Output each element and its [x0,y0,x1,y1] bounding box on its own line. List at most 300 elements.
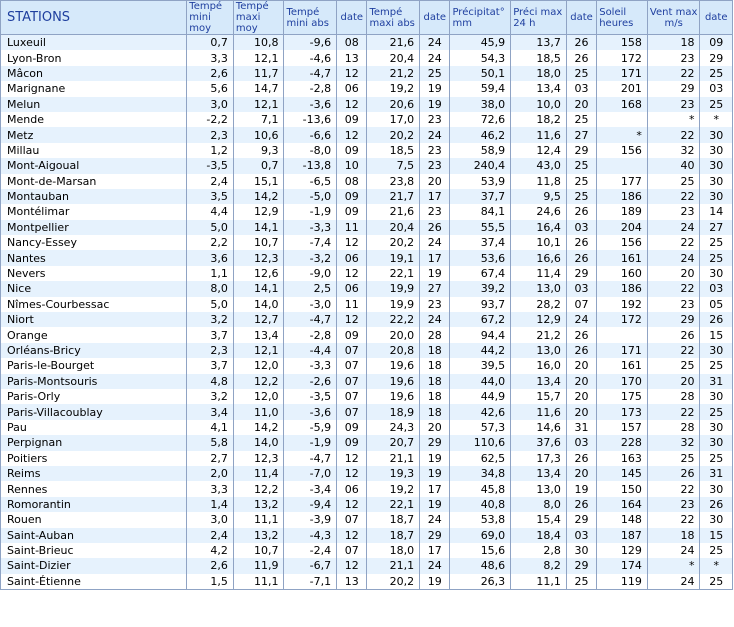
header-row [1,1,733,35]
station-name-cell: Lyon-Bron [1,50,187,65]
precip-max-cell: 11,4 [511,266,567,281]
date-wind-cell: 25 [700,574,733,590]
date-tmax-cell: 29 [420,435,450,450]
station-name-cell: Millau [1,143,187,158]
tmax-abs-cell: 21,2 [367,66,420,81]
date-tmin-cell: 06 [337,481,367,496]
date-wind-cell: 30 [700,389,733,404]
tmin-abs-cell: -7,1 [284,574,337,590]
station-name-cell: Rouen [1,512,187,527]
date-tmax-cell: 17 [420,189,450,204]
header-precip: Précipitat° mm [450,1,511,35]
tmin-abs-cell: -6,7 [284,558,337,573]
date-precip-cell: 27 [566,127,596,142]
precip-cell: 40,8 [450,497,511,512]
date-precip-cell: 20 [566,97,596,112]
wind-max-cell: 23 [647,297,700,312]
station-name-cell: Mont-Aigoual [1,158,187,173]
precip-cell: 62,5 [450,451,511,466]
tmax-abs-cell: 22,1 [367,266,420,281]
table-row [1,312,733,327]
tmin-moy-cell: 3,4 [187,404,234,419]
precip-max-cell: 11,8 [511,174,567,189]
date-precip-cell: 29 [566,512,596,527]
wind-max-cell: 25 [647,174,700,189]
sun-hours-cell [597,158,648,173]
date-tmin-cell: 12 [337,127,367,142]
date-tmin-cell: 07 [337,543,367,558]
sun-hours-cell: 192 [597,297,648,312]
precip-max-cell: 24,6 [511,204,567,219]
precip-cell: 45,9 [450,35,511,51]
tmin-moy-cell: 5,0 [187,297,234,312]
wind-max-cell: 22 [647,343,700,358]
tmax-abs-cell: 19,2 [367,81,420,96]
tmin-abs-cell: -1,9 [284,204,337,219]
tmin-moy-cell: 3,6 [187,250,234,265]
wind-max-cell: 20 [647,374,700,389]
date-precip-cell: 26 [566,235,596,250]
header-date-2: date [420,1,450,35]
precip-max-cell: 16,0 [511,358,567,373]
tmax-abs-cell: 20,2 [367,574,420,590]
tmax-moy-cell: 14,0 [233,297,284,312]
date-tmax-cell: 24 [420,312,450,327]
precip-max-cell: 11,6 [511,127,567,142]
sun-hours-cell: 129 [597,543,648,558]
precip-cell: 46,2 [450,127,511,142]
table-row [1,50,733,65]
station-name-cell: Luxeuil [1,35,187,51]
table-row [1,66,733,81]
tmax-moy-cell: 12,1 [233,50,284,65]
precip-max-cell: 43,0 [511,158,567,173]
sun-hours-cell: 172 [597,50,648,65]
tmax-abs-cell: 18,5 [367,143,420,158]
tmin-abs-cell: -2,8 [284,327,337,342]
date-tmax-cell: 19 [420,451,450,466]
table-row [1,235,733,250]
date-tmax-cell: 18 [420,343,450,358]
header-tmin-abs: Tempé mini abs [284,1,337,35]
wind-max-cell: 18 [647,528,700,543]
tmin-abs-cell: 2,5 [284,281,337,296]
tmin-moy-cell: 2,6 [187,558,234,573]
sun-hours-cell: 145 [597,466,648,481]
date-precip-cell: 26 [566,451,596,466]
date-wind-cell: 30 [700,435,733,450]
date-tmin-cell: 12 [337,235,367,250]
tmax-moy-cell: 13,2 [233,497,284,512]
station-name-cell: Saint-Brieuc [1,543,187,558]
wind-max-cell: 32 [647,143,700,158]
table-row [1,389,733,404]
table-row [1,81,733,96]
date-tmin-cell: 11 [337,220,367,235]
tmax-abs-cell: 20,4 [367,220,420,235]
sun-hours-cell: 171 [597,66,648,81]
tmax-abs-cell: 19,6 [367,358,420,373]
date-tmin-cell: 06 [337,250,367,265]
precip-max-cell: 13,0 [511,481,567,496]
wind-max-cell: 26 [647,327,700,342]
tmax-abs-cell: 19,3 [367,466,420,481]
date-precip-cell: 26 [566,35,596,51]
tmin-abs-cell: -13,6 [284,112,337,127]
tmax-moy-cell: 11,1 [233,512,284,527]
sun-hours-cell: 150 [597,481,648,496]
table-row [1,250,733,265]
station-name-cell: Rennes [1,481,187,496]
date-tmin-cell: 09 [337,112,367,127]
tmax-moy-cell: 14,7 [233,81,284,96]
station-name-cell: Paris-Montsouris [1,374,187,389]
date-tmax-cell: 19 [420,497,450,512]
date-tmax-cell: 17 [420,543,450,558]
date-tmin-cell: 07 [337,358,367,373]
date-precip-cell: 03 [566,528,596,543]
tmin-moy-cell: 5,8 [187,435,234,450]
tmin-moy-cell: 3,5 [187,189,234,204]
station-name-cell: Poitiers [1,451,187,466]
date-tmin-cell: 12 [337,312,367,327]
wind-max-cell: 22 [647,481,700,496]
wind-max-cell: 20 [647,266,700,281]
wind-max-cell: 29 [647,81,700,96]
precip-cell: 59,4 [450,81,511,96]
header-date-4: date [700,1,733,35]
date-tmax-cell: 19 [420,81,450,96]
tmax-abs-cell: 7,5 [367,158,420,173]
date-wind-cell: 29 [700,50,733,65]
date-wind-cell: 30 [700,189,733,204]
sun-hours-cell: 175 [597,389,648,404]
date-precip-cell: 07 [566,297,596,312]
tmax-moy-cell: 14,1 [233,281,284,296]
date-wind-cell: 25 [700,97,733,112]
date-tmin-cell: 12 [337,497,367,512]
station-name-cell: Montauban [1,189,187,204]
date-tmin-cell: 13 [337,50,367,65]
date-tmin-cell: 09 [337,143,367,158]
precip-max-cell: 16,4 [511,220,567,235]
precip-cell: 53,9 [450,174,511,189]
precip-cell: 38,0 [450,97,511,112]
table-row [1,343,733,358]
date-tmax-cell: 19 [420,466,450,481]
wind-max-cell: 29 [647,312,700,327]
date-wind-cell: 25 [700,451,733,466]
tmax-abs-cell: 19,6 [367,389,420,404]
precip-cell: 57,3 [450,420,511,435]
date-tmax-cell: 18 [420,374,450,389]
tmin-abs-cell: -4,4 [284,343,337,358]
date-tmax-cell: 24 [420,50,450,65]
tmin-abs-cell: -6,6 [284,127,337,142]
date-tmin-cell: 09 [337,204,367,219]
tmax-moy-cell: 12,7 [233,312,284,327]
tmax-abs-cell: 20,2 [367,235,420,250]
tmax-abs-cell: 20,4 [367,50,420,65]
tmin-moy-cell: 4,2 [187,543,234,558]
wind-max-cell: 24 [647,250,700,265]
tmax-moy-cell: 10,8 [233,35,284,51]
station-name-cell: Paris-Orly [1,389,187,404]
wind-max-cell: 22 [647,235,700,250]
date-tmax-cell: 23 [420,158,450,173]
tmin-abs-cell: -4,7 [284,66,337,81]
station-name-cell: Nîmes-Courbessac [1,297,187,312]
tmin-abs-cell: -2,8 [284,81,337,96]
sun-hours-cell: 228 [597,435,648,450]
precip-cell: 39,2 [450,281,511,296]
tmin-abs-cell: -4,3 [284,528,337,543]
wind-max-cell: 18 [647,35,700,51]
wind-max-cell: 24 [647,543,700,558]
date-tmin-cell: 12 [337,97,367,112]
date-precip-cell: 20 [566,404,596,419]
date-tmin-cell: 11 [337,297,367,312]
date-wind-cell: 30 [700,174,733,189]
date-precip-cell: 29 [566,558,596,573]
tmax-abs-cell: 19,1 [367,250,420,265]
wind-max-cell: 32 [647,435,700,450]
tmin-abs-cell: -5,9 [284,420,337,435]
precip-max-cell: 16,6 [511,250,567,265]
header-date-3: date [566,1,596,35]
tmax-abs-cell: 19,9 [367,297,420,312]
tmin-abs-cell: -3,4 [284,481,337,496]
tmin-abs-cell: -2,4 [284,543,337,558]
date-tmax-cell: 18 [420,404,450,419]
tmax-abs-cell: 20,2 [367,127,420,142]
precip-max-cell: 14,6 [511,420,567,435]
tmax-moy-cell: 11,1 [233,574,284,590]
precip-cell: 45,8 [450,481,511,496]
date-tmin-cell: 09 [337,420,367,435]
precip-max-cell: 12,4 [511,143,567,158]
wind-max-cell: 25 [647,451,700,466]
precip-max-cell: 18,2 [511,112,567,127]
station-name-cell: Paris-le-Bourget [1,358,187,373]
precip-cell: 67,2 [450,312,511,327]
date-tmin-cell: 07 [337,374,367,389]
tmax-moy-cell: 12,6 [233,266,284,281]
precip-max-cell: 11,6 [511,404,567,419]
date-wind-cell: 03 [700,81,733,96]
date-wind-cell: 25 [700,66,733,81]
tmax-moy-cell: 9,3 [233,143,284,158]
precip-max-cell: 28,2 [511,297,567,312]
tmax-abs-cell: 20,7 [367,435,420,450]
table-row [1,574,733,590]
tmin-abs-cell: -9,6 [284,35,337,51]
tmax-abs-cell: 21,1 [367,558,420,573]
date-tmax-cell: 18 [420,389,450,404]
precip-max-cell: 13,4 [511,81,567,96]
precip-cell: 42,6 [450,404,511,419]
tmax-moy-cell: 15,1 [233,174,284,189]
tmax-abs-cell: 19,6 [367,374,420,389]
tmin-abs-cell: -3,2 [284,250,337,265]
table-row [1,35,733,51]
tmax-moy-cell: 12,0 [233,358,284,373]
precip-max-cell: 37,6 [511,435,567,450]
tmin-moy-cell: 1,4 [187,497,234,512]
tmin-moy-cell: 3,7 [187,358,234,373]
precip-cell: 67,4 [450,266,511,281]
precip-max-cell: 13,0 [511,343,567,358]
table-row [1,97,733,112]
date-tmax-cell: 24 [420,512,450,527]
wind-max-cell: 23 [647,204,700,219]
date-wind-cell: 30 [700,143,733,158]
date-wind-cell: * [700,112,733,127]
sun-hours-cell: 174 [597,558,648,573]
date-tmax-cell: 19 [420,574,450,590]
tmin-moy-cell: 1,1 [187,266,234,281]
date-precip-cell: 26 [566,327,596,342]
date-wind-cell: 15 [700,327,733,342]
precip-max-cell: 17,3 [511,451,567,466]
wind-max-cell: * [647,112,700,127]
date-wind-cell: 30 [700,512,733,527]
date-tmax-cell: 23 [420,297,450,312]
date-wind-cell: 09 [700,35,733,51]
tmin-moy-cell: 2,7 [187,451,234,466]
wind-max-cell: 40 [647,158,700,173]
table-row [1,558,733,573]
sun-hours-cell: 187 [597,528,648,543]
date-tmax-cell: 20 [420,420,450,435]
precip-cell: 44,2 [450,343,511,358]
date-precip-cell: 19 [566,481,596,496]
precip-max-cell: 11,1 [511,574,567,590]
date-tmin-cell: 07 [337,512,367,527]
tmin-abs-cell: -3,0 [284,297,337,312]
station-name-cell: Perpignan [1,435,187,450]
tmin-moy-cell: 2,6 [187,66,234,81]
date-wind-cell: 25 [700,404,733,419]
tmin-moy-cell: -2,2 [187,112,234,127]
date-precip-cell: 26 [566,497,596,512]
tmin-abs-cell: -3,9 [284,512,337,527]
station-name-cell: Niort [1,312,187,327]
date-tmin-cell: 12 [337,451,367,466]
precip-cell: 15,6 [450,543,511,558]
precip-cell: 48,6 [450,558,511,573]
tmax-moy-cell: 12,1 [233,97,284,112]
precip-max-cell: 2,8 [511,543,567,558]
date-tmin-cell: 08 [337,35,367,51]
table-row [1,327,733,342]
wind-max-cell: 22 [647,66,700,81]
tmin-moy-cell: 1,2 [187,143,234,158]
tmin-abs-cell: -3,5 [284,389,337,404]
sun-hours-cell [597,327,648,342]
sun-hours-cell: 168 [597,97,648,112]
date-precip-cell: 25 [566,112,596,127]
table-row [1,143,733,158]
station-name-cell: Orange [1,327,187,342]
date-precip-cell: 03 [566,81,596,96]
tmin-abs-cell: -3,6 [284,97,337,112]
precip-cell: 240,4 [450,158,511,173]
date-wind-cell: 30 [700,266,733,281]
precip-cell: 110,6 [450,435,511,450]
date-wind-cell: 25 [700,543,733,558]
tmax-abs-cell: 20,0 [367,327,420,342]
precip-cell: 69,0 [450,528,511,543]
tmax-abs-cell: 20,6 [367,97,420,112]
tmin-moy-cell: 0,7 [187,35,234,51]
precip-cell: 84,1 [450,204,511,219]
sun-hours-cell: 161 [597,358,648,373]
date-tmin-cell: 07 [337,389,367,404]
station-name-cell: Romorantin [1,497,187,512]
date-tmax-cell: 19 [420,266,450,281]
tmax-abs-cell: 17,0 [367,112,420,127]
station-name-cell: Orléans-Bricy [1,343,187,358]
sun-hours-cell: 161 [597,250,648,265]
precip-max-cell: 18,0 [511,66,567,81]
date-precip-cell: 20 [566,358,596,373]
precip-cell: 72,6 [450,112,511,127]
tmin-abs-cell: -1,9 [284,435,337,450]
date-wind-cell: 14 [700,204,733,219]
wind-max-cell: 25 [647,358,700,373]
header-tmin-moy: Tempé mini moy [187,1,234,35]
station-name-cell: Saint-Étienne [1,574,187,590]
date-wind-cell: 25 [700,358,733,373]
tmax-abs-cell: 21,6 [367,204,420,219]
wind-max-cell: * [647,558,700,573]
tmax-moy-cell: 10,7 [233,543,284,558]
date-wind-cell: 26 [700,497,733,512]
date-tmax-cell: 29 [420,528,450,543]
tmax-moy-cell: 11,0 [233,404,284,419]
tmax-abs-cell: 18,7 [367,528,420,543]
date-wind-cell: 25 [700,250,733,265]
wind-max-cell: 23 [647,97,700,112]
precip-cell: 26,3 [450,574,511,590]
table-row [1,497,733,512]
table-row [1,204,733,219]
tmax-moy-cell: 14,2 [233,189,284,204]
precip-max-cell: 21,2 [511,327,567,342]
date-tmax-cell: 20 [420,174,450,189]
tmax-moy-cell: 12,3 [233,451,284,466]
table-row [1,451,733,466]
station-name-cell: Metz [1,127,187,142]
tmax-moy-cell: 12,2 [233,374,284,389]
sun-hours-cell: 156 [597,143,648,158]
date-tmin-cell: 07 [337,343,367,358]
date-wind-cell: 25 [700,235,733,250]
tmax-moy-cell: 12,2 [233,481,284,496]
date-precip-cell: 30 [566,543,596,558]
sun-hours-cell: 186 [597,189,648,204]
tmax-abs-cell: 24,3 [367,420,420,435]
sun-hours-cell: 173 [597,404,648,419]
date-precip-cell: 03 [566,220,596,235]
header-tmax-moy: Tempé maxi moy [233,1,284,35]
station-name-cell: Reims [1,466,187,481]
tmin-moy-cell: 3,2 [187,389,234,404]
wind-max-cell: 28 [647,420,700,435]
precip-cell: 34,8 [450,466,511,481]
date-tmax-cell: 17 [420,250,450,265]
